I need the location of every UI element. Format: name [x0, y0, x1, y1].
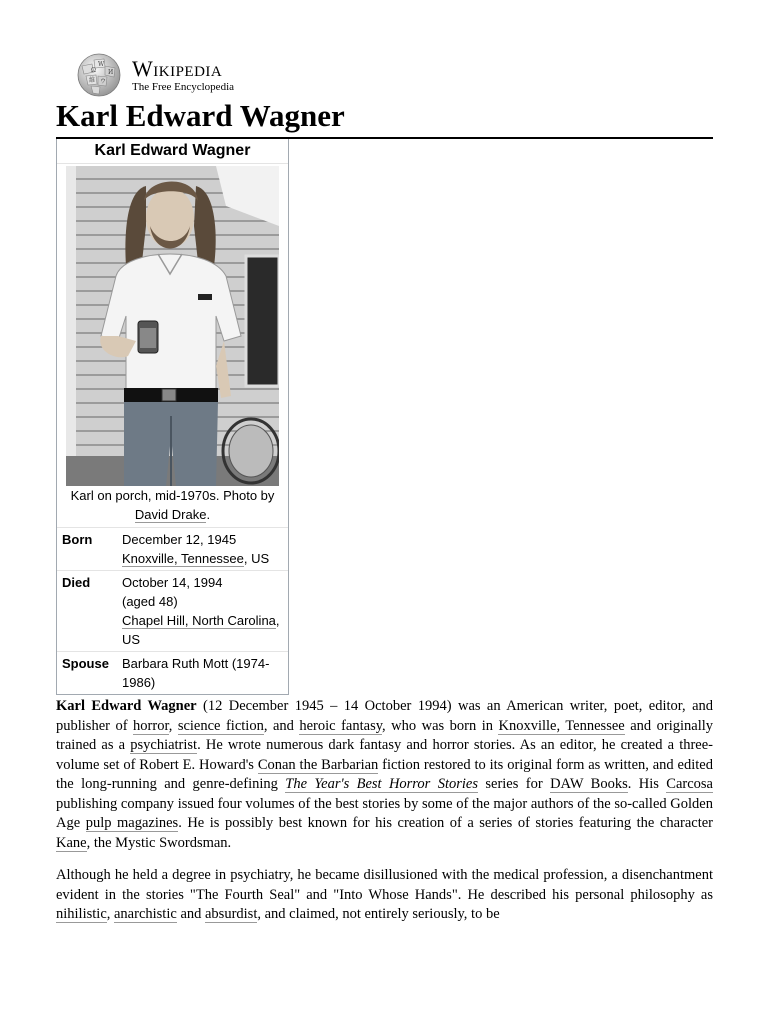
spouse-label: Spouse	[62, 656, 109, 671]
p2-text: ,	[106, 906, 114, 922]
p1-text: series for	[477, 776, 551, 792]
paragraph-2	[56, 866, 713, 925]
spouse-value: Barbara Ruth Mott (1974-1986)	[122, 656, 270, 690]
p1-text: . His	[627, 776, 667, 792]
died-age: (aged 48)	[122, 594, 178, 609]
link-knoxville-tennessee[interactable]: Knoxville, Tennessee	[498, 717, 625, 734]
born-place-link[interactable]: Knoxville, Tennessee	[122, 551, 244, 566]
p1-text: fiction restored to its original form as written, and edited the long-running and genre-defining	[56, 756, 713, 792]
svg-text:維: 維	[89, 77, 96, 84]
link-absurdist[interactable]: absurdist	[205, 906, 258, 922]
born-label: Born	[62, 532, 93, 547]
p2-text: Although he held a degree in psychiatry, he became disillusioned with the medical profession, a disenchantment evident in the stories "The Fourth Seal" and "Into Whose Hands". He described his personal philosophy as	[56, 867, 713, 903]
svg-text:ウ: ウ	[100, 78, 107, 85]
link-heroic-fantasy[interactable]: heroic fantasy	[299, 717, 383, 734]
link-science-fiction[interactable]: science fiction	[177, 717, 264, 734]
link-horror[interactable]: horror	[133, 717, 169, 734]
died-date: October 14, 1994	[122, 575, 223, 590]
link-anarchistic[interactable]: anarchistic	[114, 906, 177, 922]
infobox-row-spouse	[57, 651, 288, 694]
caption-text: Karl on porch, mid-1970s. Photo by	[70, 488, 275, 503]
p1-text: . He wrote numerous dark fantasy and horror stories. As an editor, he created a three-volume set of Robert E. Howard's	[56, 737, 714, 773]
wordmark	[132, 55, 235, 93]
subject-name: Karl Edward Wagner	[56, 698, 197, 714]
link-carcosa[interactable]: Carcosa	[666, 776, 713, 792]
caption-link-david-drake[interactable]: David Drake	[134, 507, 207, 522]
born-value	[122, 530, 288, 568]
infobox-title: Karl Edward Wagner	[57, 139, 288, 164]
svg-text:W: W	[98, 61, 105, 68]
link-kane[interactable]: Kane	[56, 834, 87, 851]
p1-text: , and	[263, 717, 300, 734]
born-place-rest: , US	[243, 551, 270, 566]
died-value	[122, 573, 288, 649]
died-label: Died	[62, 575, 91, 590]
wikipedia-globe-icon	[74, 52, 124, 98]
p1-text: publishing company issued four volumes of the best stories by some of the major authors of the so-called Golden Age	[56, 795, 713, 831]
portrait-photo[interactable]	[66, 166, 279, 486]
link-years-best-horror-stories[interactable]: The Year's Best Horror Stories	[285, 776, 478, 792]
p1-text: ,	[168, 717, 178, 734]
infobox	[56, 139, 289, 695]
p1-text: (12 December 1945 – 14 October 1994) was an American writer, poet, editor, and publisher of	[56, 698, 713, 734]
p2-text: and	[176, 906, 205, 922]
p1-text: , who was born in	[382, 717, 499, 734]
wordmark-name: Wikipedia	[132, 55, 223, 81]
article-body	[56, 697, 713, 938]
link-pulp-magazines[interactable]: pulp magazines	[85, 815, 179, 831]
link-nihilistic[interactable]: nihilistic	[56, 906, 107, 922]
wikipedia-logo[interactable]	[74, 52, 234, 98]
infobox-row-died	[57, 570, 288, 651]
p1-text: . He is possibly best known for his creation of a series of stories featuring the character	[178, 815, 713, 831]
page-title: Karl Edward Wagner	[56, 98, 345, 133]
p1-text: , the Mystic Swordsman.	[86, 834, 232, 851]
photo-caption	[57, 486, 288, 527]
wordmark-tagline: The Free Encyclopedia	[132, 80, 235, 93]
infobox-row-born	[57, 527, 288, 570]
p1-text: and originally trained as a	[56, 717, 714, 753]
born-date: December 12, 1945	[122, 532, 237, 547]
svg-text:И: И	[108, 69, 114, 76]
paragraph-1	[56, 697, 713, 853]
caption-end: .	[206, 507, 211, 522]
link-psychiatrist[interactable]: psychiatrist	[130, 737, 198, 753]
died-place-rest: , US	[122, 613, 280, 647]
svg-text:Ω: Ω	[91, 67, 96, 74]
p2-text: , and claimed, not entirely seriously, to be	[257, 906, 500, 922]
link-conan-the-barbarian[interactable]: Conan the Barbarian	[257, 756, 379, 773]
died-place-link[interactable]: Chapel Hill, North Carolina	[122, 613, 276, 628]
link-daw-books[interactable]: DAW Books	[550, 776, 628, 792]
